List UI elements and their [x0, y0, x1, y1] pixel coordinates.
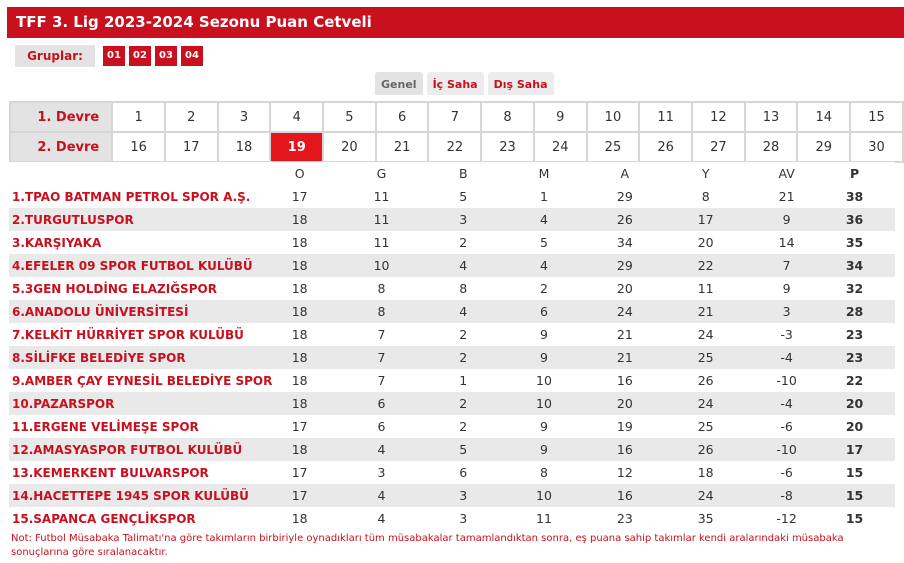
week-30-button[interactable]: 30: [850, 132, 903, 162]
column-header-m: M: [490, 162, 597, 185]
stat-av: -4: [759, 346, 814, 369]
stat-av: 9: [759, 208, 814, 231]
stat-o: 18: [272, 507, 327, 530]
stat-p: 23: [814, 346, 895, 369]
stat-b: 5: [436, 438, 490, 461]
stat-g: 7: [327, 369, 436, 392]
stat-y: 20: [652, 231, 759, 254]
stat-b: 3: [436, 484, 490, 507]
stat-g: 11: [327, 231, 436, 254]
week-16-button[interactable]: 16: [112, 132, 165, 162]
stat-y: 25: [652, 415, 759, 438]
stat-m: 9: [490, 415, 597, 438]
stat-y: 24: [652, 323, 759, 346]
stat-g: 7: [327, 346, 436, 369]
stat-a: 23: [597, 507, 652, 530]
stat-p: 15: [814, 507, 895, 530]
team-name-link[interactable]: 11.ERGENE VELİMEŞE SPOR: [9, 415, 272, 438]
stat-av: 3: [759, 300, 814, 323]
groups-label: Gruplar:: [15, 45, 95, 67]
table-row: [9, 415, 895, 438]
week-29-button[interactable]: 29: [797, 132, 850, 162]
stat-m: 9: [490, 438, 597, 461]
week-21-button[interactable]: 21: [376, 132, 429, 162]
team-name-link[interactable]: 7.KELKİT HÜRRİYET SPOR KULÜBÜ: [9, 323, 272, 346]
stat-p: 35: [814, 231, 895, 254]
week-8-button[interactable]: 8: [481, 102, 534, 132]
stat-m: 10: [490, 392, 597, 415]
stat-a: 20: [597, 392, 652, 415]
stat-p: 15: [814, 484, 895, 507]
stat-av: 21: [759, 185, 814, 208]
stat-m: 6: [490, 300, 597, 323]
stat-g: 10: [327, 254, 436, 277]
stat-p: 28: [814, 300, 895, 323]
week-11-button[interactable]: 11: [639, 102, 692, 132]
stat-o: 18: [272, 300, 327, 323]
groups-bar: [15, 45, 203, 67]
stat-y: 21: [652, 300, 759, 323]
stat-b: 5: [436, 185, 490, 208]
stat-g: 7: [327, 323, 436, 346]
stat-a: 29: [597, 254, 652, 277]
stat-g: 11: [327, 185, 436, 208]
stat-a: 20: [597, 277, 652, 300]
week-4-button[interactable]: 4: [270, 102, 323, 132]
team-name-link[interactable]: 15.SAPANCA GENÇLİKSPOR: [9, 507, 272, 530]
stat-m: 10: [490, 369, 597, 392]
week-23-button[interactable]: 23: [481, 132, 534, 162]
week-10-button[interactable]: 10: [587, 102, 640, 132]
stat-g: 8: [327, 277, 436, 300]
team-column-header: [9, 162, 272, 185]
stat-av: -8: [759, 484, 814, 507]
week-24-button[interactable]: 24: [534, 132, 587, 162]
stat-y: 11: [652, 277, 759, 300]
team-name-link[interactable]: 9.AMBER ÇAY EYNESİL BELEDİYE SPOR: [9, 369, 272, 392]
stat-y: 24: [652, 484, 759, 507]
stat-b: 8: [436, 277, 490, 300]
week-15-button[interactable]: 15: [850, 102, 903, 132]
stat-b: 3: [436, 507, 490, 530]
stat-b: 2: [436, 231, 490, 254]
team-name-link[interactable]: 12.AMASYASPOR FUTBOL KULÜBÜ: [9, 438, 272, 461]
table-row: [9, 208, 895, 231]
team-name-link[interactable]: 13.KEMERKENT BULVARSPOR: [9, 461, 272, 484]
week-28-button[interactable]: 28: [745, 132, 798, 162]
team-name-link[interactable]: 4.EFELER 09 SPOR FUTBOL KULÜBÜ: [9, 254, 272, 277]
week-19-button[interactable]: 19: [270, 132, 323, 162]
week-14-button[interactable]: 14: [797, 102, 850, 132]
table-row: [9, 346, 895, 369]
stat-a: 16: [597, 484, 652, 507]
table-row: [9, 323, 895, 346]
week-2-button[interactable]: 2: [165, 102, 218, 132]
stat-g: 6: [327, 392, 436, 415]
table-row: [9, 185, 895, 208]
column-header-g: G: [327, 162, 436, 185]
stat-y: 22: [652, 254, 759, 277]
table-row: [9, 438, 895, 461]
stat-p: 15: [814, 461, 895, 484]
stat-o: 18: [272, 392, 327, 415]
week-7-button[interactable]: 7: [428, 102, 481, 132]
stat-av: -12: [759, 507, 814, 530]
table-row: [9, 300, 895, 323]
stat-o: 18: [272, 254, 327, 277]
stat-b: 1: [436, 369, 490, 392]
table-row: [9, 507, 895, 530]
week-20-button[interactable]: 20: [323, 132, 376, 162]
team-name-link[interactable]: 6.ANADOLU ÜNİVERSİTESİ: [9, 300, 272, 323]
tab-dis-saha[interactable]: Dış Saha: [488, 72, 554, 95]
tab-genel[interactable]: Genel: [375, 72, 423, 95]
stat-y: 17: [652, 208, 759, 231]
column-header-o: O: [272, 162, 327, 185]
stat-av: -3: [759, 323, 814, 346]
table-row: [9, 392, 895, 415]
week-1-button[interactable]: 1: [112, 102, 165, 132]
standings-table: [9, 162, 895, 530]
stat-y: 35: [652, 507, 759, 530]
team-name-link[interactable]: 5.3GEN HOLDİNG ELAZIĞSPOR: [9, 277, 272, 300]
stat-a: 16: [597, 369, 652, 392]
group-02-button[interactable]: 02: [129, 46, 151, 66]
stat-a: 16: [597, 438, 652, 461]
stat-y: 18: [652, 461, 759, 484]
stat-g: 4: [327, 484, 436, 507]
stat-p: 22: [814, 369, 895, 392]
stat-b: 4: [436, 300, 490, 323]
stat-y: 25: [652, 346, 759, 369]
week-18-button[interactable]: 18: [218, 132, 271, 162]
tiebreak-note: Not: Futbol Müsabaka Talimatı'na göre takımların birbiriyle oynadıkları tüm müsabakalar tamamlandıktan sonra, eş puana sahip takımlar kendi aralarındaki müsabaka sonuçlarına göre sıralanacaktır.: [11, 533, 844, 558]
stat-av: -4: [759, 392, 814, 415]
column-header-p: P: [814, 162, 895, 185]
standings-header: [9, 162, 895, 185]
stat-y: 8: [652, 185, 759, 208]
stat-p: 34: [814, 254, 895, 277]
table-row: [9, 484, 895, 507]
team-name-link[interactable]: 2.TURGUTLUSPOR: [9, 208, 272, 231]
page-title: TFF 3. Lig 2023-2024 Sezonu Puan Cetveli: [7, 7, 904, 38]
stat-a: 19: [597, 415, 652, 438]
stat-m: 11: [490, 507, 597, 530]
stat-g: 6: [327, 415, 436, 438]
week-selector: [9, 101, 904, 163]
team-name-link[interactable]: 8.SİLİFKE BELEDİYE SPOR: [9, 346, 272, 369]
stat-a: 26: [597, 208, 652, 231]
stat-b: 2: [436, 392, 490, 415]
stat-av: -6: [759, 415, 814, 438]
stat-av: 14: [759, 231, 814, 254]
team-name-link[interactable]: 14.HACETTEPE 1945 SPOR KULÜBÜ: [9, 484, 272, 507]
stat-av: -10: [759, 369, 814, 392]
stat-o: 17: [272, 185, 327, 208]
table-row: [9, 277, 895, 300]
stat-m: 4: [490, 254, 597, 277]
stat-o: 18: [272, 231, 327, 254]
column-header-y: Y: [652, 162, 759, 185]
group-01-button[interactable]: 01: [103, 46, 125, 66]
stat-m: 8: [490, 461, 597, 484]
week-26-button[interactable]: 26: [639, 132, 692, 162]
stat-b: 2: [436, 415, 490, 438]
stat-p: 20: [814, 392, 895, 415]
stat-g: 11: [327, 208, 436, 231]
stat-g: 8: [327, 300, 436, 323]
stat-a: 34: [597, 231, 652, 254]
stat-b: 2: [436, 346, 490, 369]
stat-b: 3: [436, 208, 490, 231]
week-3-button[interactable]: 3: [218, 102, 271, 132]
stat-p: 17: [814, 438, 895, 461]
tab-ic-saha[interactable]: İç Saha: [427, 72, 484, 95]
stat-a: 21: [597, 346, 652, 369]
stat-b: 2: [436, 323, 490, 346]
second-half-label: 2. Devre: [10, 132, 112, 162]
stat-m: 2: [490, 277, 597, 300]
week-22-button[interactable]: 22: [428, 132, 481, 162]
stat-a: 24: [597, 300, 652, 323]
group-03-button[interactable]: 03: [155, 46, 177, 66]
stat-g: 4: [327, 438, 436, 461]
stat-p: 32: [814, 277, 895, 300]
first-half-row: [10, 102, 903, 132]
stat-m: 9: [490, 323, 597, 346]
stat-o: 18: [272, 369, 327, 392]
week-6-button[interactable]: 6: [376, 102, 429, 132]
week-25-button[interactable]: 25: [587, 132, 640, 162]
stat-av: -10: [759, 438, 814, 461]
stat-b: 4: [436, 254, 490, 277]
second-half-row: [10, 132, 903, 162]
stat-av: 9: [759, 277, 814, 300]
stat-o: 18: [272, 346, 327, 369]
week-9-button[interactable]: 9: [534, 102, 587, 132]
stat-y: 24: [652, 392, 759, 415]
table-row: [9, 254, 895, 277]
column-header-av: AV: [759, 162, 814, 185]
table-row: [9, 369, 895, 392]
stat-o: 18: [272, 438, 327, 461]
stat-a: 21: [597, 323, 652, 346]
stat-p: 20: [814, 415, 895, 438]
team-name-link[interactable]: 10.PAZARSPOR: [9, 392, 272, 415]
week-12-button[interactable]: 12: [692, 102, 745, 132]
column-header-b: B: [436, 162, 490, 185]
stat-m: 10: [490, 484, 597, 507]
week-17-button[interactable]: 17: [165, 132, 218, 162]
table-row: [9, 461, 895, 484]
stat-m: 1: [490, 185, 597, 208]
stat-m: 9: [490, 346, 597, 369]
first-half-label: 1. Devre: [10, 102, 112, 132]
stat-a: 29: [597, 185, 652, 208]
stat-av: 7: [759, 254, 814, 277]
stat-m: 4: [490, 208, 597, 231]
team-name-link[interactable]: 3.KARŞIYAKA: [9, 231, 272, 254]
stat-y: 26: [652, 438, 759, 461]
stat-m: 5: [490, 231, 597, 254]
stat-o: 17: [272, 484, 327, 507]
column-header-a: A: [597, 162, 652, 185]
team-name-link[interactable]: 1.TPAO BATMAN PETROL SPOR A.Ş.: [9, 185, 272, 208]
stat-av: -6: [759, 461, 814, 484]
table-row: [9, 231, 895, 254]
stat-o: 18: [272, 208, 327, 231]
stat-b: 6: [436, 461, 490, 484]
stat-p: 38: [814, 185, 895, 208]
stat-o: 18: [272, 323, 327, 346]
stat-g: 4: [327, 507, 436, 530]
stat-y: 26: [652, 369, 759, 392]
stat-o: 18: [272, 277, 327, 300]
stat-o: 17: [272, 461, 327, 484]
stat-g: 3: [327, 461, 436, 484]
week-13-button[interactable]: 13: [745, 102, 798, 132]
stat-p: 23: [814, 323, 895, 346]
stat-o: 17: [272, 415, 327, 438]
week-5-button[interactable]: 5: [323, 102, 376, 132]
stat-a: 12: [597, 461, 652, 484]
stat-p: 36: [814, 208, 895, 231]
group-04-button[interactable]: 04: [181, 46, 203, 66]
view-tabs: [375, 72, 558, 95]
week-27-button[interactable]: 27: [692, 132, 745, 162]
